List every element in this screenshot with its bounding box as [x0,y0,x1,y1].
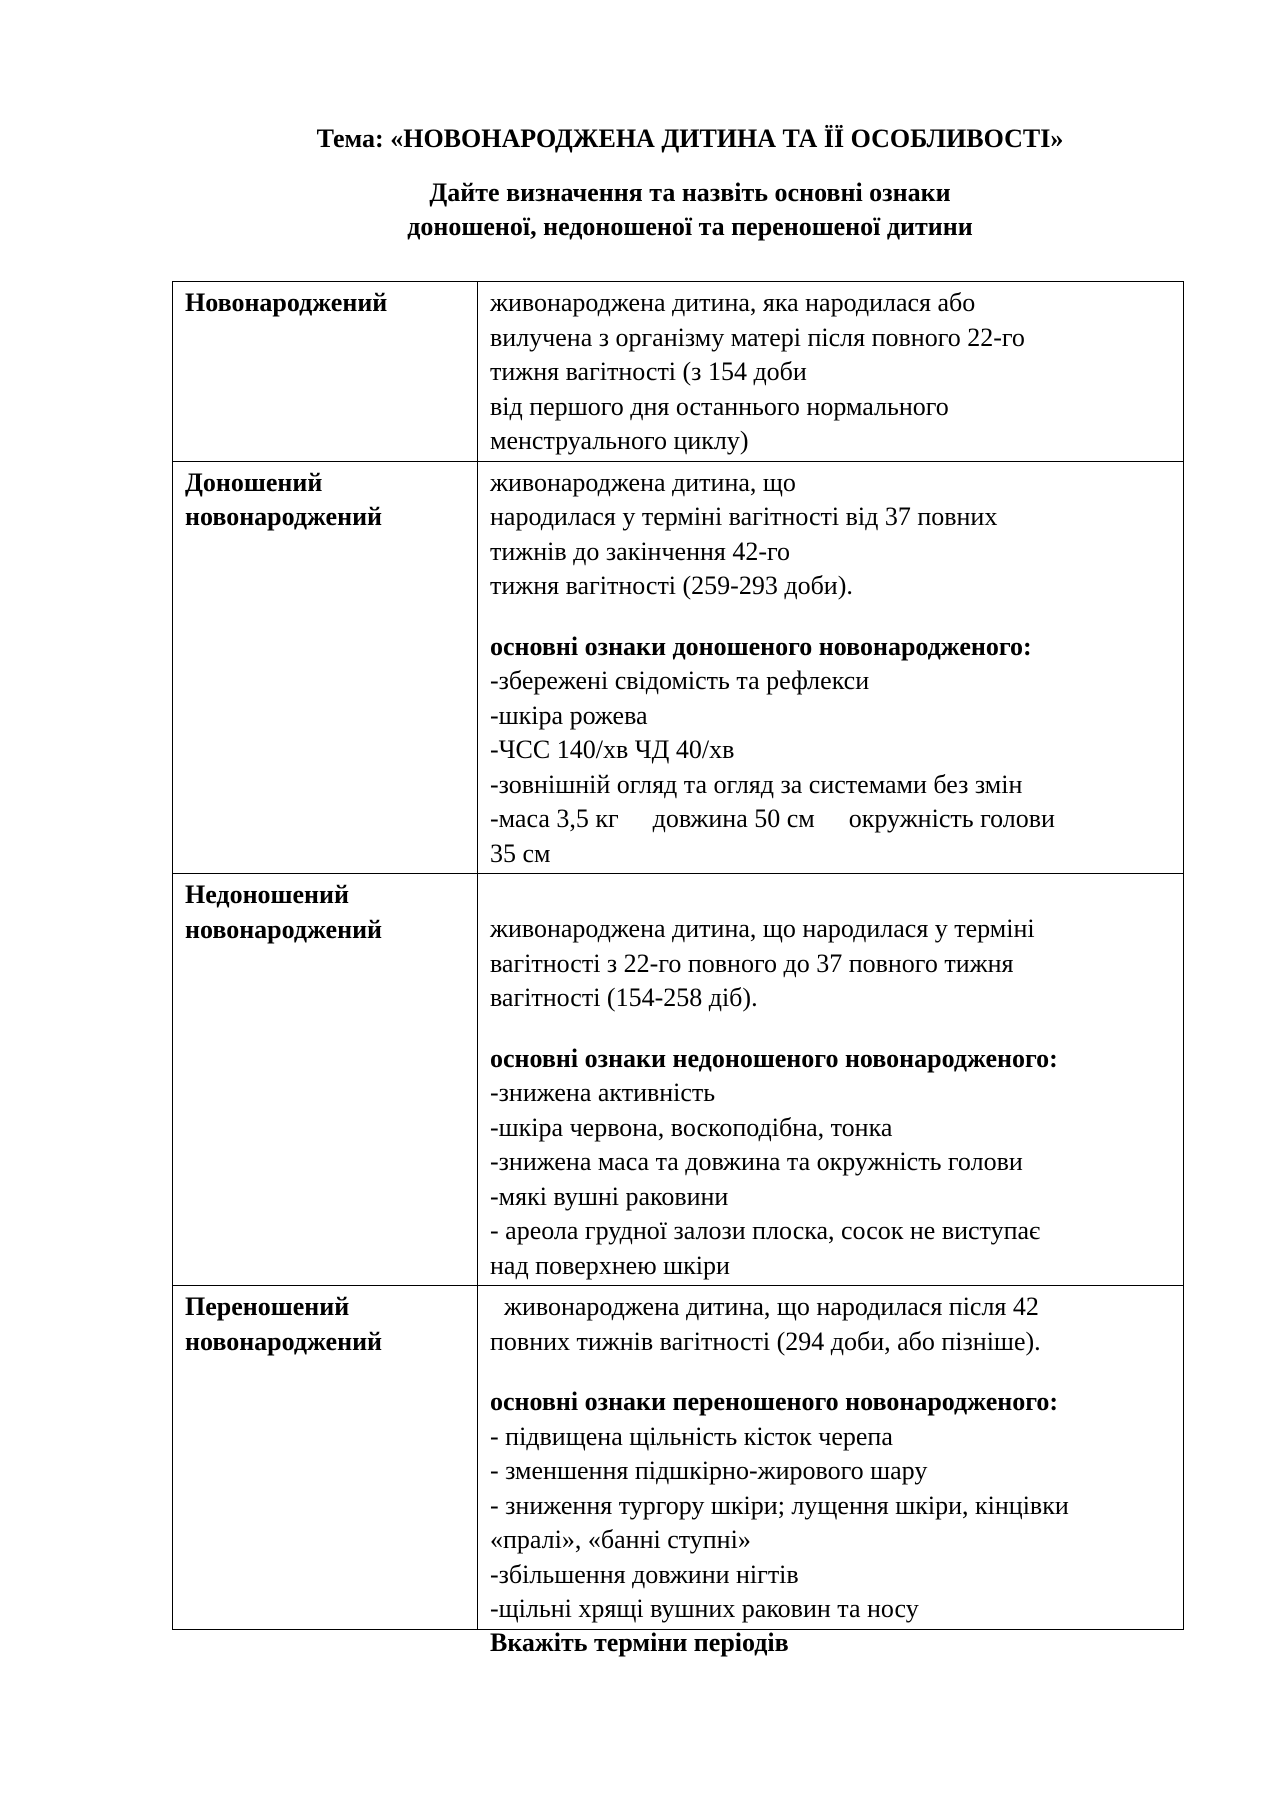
definition-line: живонароджена дитина, що [490,467,796,497]
term-label: новонароджений [185,1326,383,1356]
definition-line: вагітності з 22-го повного до 37 повного тижня [490,948,1014,978]
table-row-post-term [173,1286,1184,1630]
topic-label: Тема: [316,124,384,153]
definition-line: тижня вагітності (259-293 доби). [490,571,853,600]
definition-line: вилучена з організму матері після повного 22-го [490,322,1025,352]
mass-value: -маса 3,5 кг [490,804,619,833]
length-value: довжина 50 см [652,804,815,833]
sign-item: -зовнішній огляд та огляд за системами без змін [490,769,1023,799]
table-row-preterm [173,874,1184,1286]
definition-line: тижня вагітності (з 154 доби [490,357,807,386]
definition-line: народилася у терміні вагітності від 37 повних [490,502,998,531]
term-label: новонароджений [185,502,383,531]
sign-item: -шкіра червона, воскоподібна, тонка [490,1112,893,1142]
definition-line: живонароджена дитина, яка народилася або [490,288,976,317]
sign-item: - зменшення підшкірно-жирового шару [490,1456,928,1485]
signs-title: основні ознаки доношеного новонародженого: [490,631,1032,661]
term-cell-full-term [173,461,478,874]
head-circumference-label: окружність голови [848,804,1055,833]
term-cell-newborn [173,282,478,462]
sign-item: -збільшення довжини нігтів [490,1559,799,1589]
table-row-full-term [173,461,1184,874]
task-heading-line-2: доношеної, недоношеної та переношеної дитини [407,212,973,241]
sign-item: - зниження тургору шкіри; лущення шкіри, кінцівки [490,1490,1069,1520]
term-label: Недоношений [185,880,349,909]
definition-line: від першого дня останнього нормального [490,391,949,421]
sign-item: - підвищена щільність кісток черепа [490,1421,893,1451]
sign-item: -збережені свідомість та рефлекси [490,666,870,695]
sign-item-measurements [490,802,1173,837]
paragraph-gap [490,878,1173,912]
paragraph-gap [490,1016,1173,1042]
definition-line: повних тижнів вагітності (294 доби, або пізніше). [490,1326,1041,1356]
sign-item: -мякі вушні раковини [490,1181,729,1211]
topic-text: «НОВОНАРОДЖЕНА ДИТИНА ТА ЇЇ ОСОБЛИВОСТІ» [390,124,1064,153]
sign-item: -знижена маса та довжина та окружність голови [490,1147,1023,1176]
definitions-table [172,281,1184,1630]
sign-item: -знижена активність [490,1078,716,1107]
definition-line: живонароджена дитина, що народилася у терміні [490,914,1035,943]
term-label: новонароджений [185,914,383,944]
definition-cell-preterm [478,874,1184,1286]
definition-cell-newborn [478,282,1184,462]
definition-cell-full-term [478,461,1184,874]
task-heading [0,176,1280,244]
signs-title: основні ознаки переношеного новонародженого: [490,1387,1059,1416]
paragraph-gap [490,604,1173,630]
task-heading-line-1: Дайте визначення та назвіть основні ознаки [429,178,951,207]
definition-line: живонароджена дитина, що народилася після 42 [504,1292,1039,1321]
sign-item: - ареола грудної залози плоска, сосок не виступає [490,1216,1041,1245]
term-label: Переношений [185,1292,350,1321]
head-circumference-value: 35 см [490,838,551,868]
term-cell-post-term [173,1286,478,1630]
term-cell-preterm [173,874,478,1286]
definition-line: тижнів до закінчення 42-го [490,536,791,566]
paragraph-gap [490,1359,1173,1385]
definition-cell-post-term [478,1286,1184,1630]
signs-title: основні ознаки недоношеного новонародженого: [490,1043,1058,1073]
definition-line: вагітності (154-258 діб). [490,983,758,1012]
table-row-newborn [173,282,1184,462]
periods-heading: Вкажіть терміни періодів [490,1628,789,1657]
sign-item: -щільні хрящі вушних раковин та носу [490,1594,919,1623]
term-label: Доношений [185,467,323,497]
sign-item: «пралі», «банні ступні» [490,1525,751,1554]
sign-item: -ЧСС 140/хв ЧД 40/хв [490,735,735,764]
sign-item: над поверхнею шкіри [490,1250,730,1280]
definition-line: менструального циклу) [490,426,749,455]
term-label: Новонароджений [185,288,388,317]
sign-item: -шкіра рожева [490,700,648,730]
topic-title [0,122,1280,156]
